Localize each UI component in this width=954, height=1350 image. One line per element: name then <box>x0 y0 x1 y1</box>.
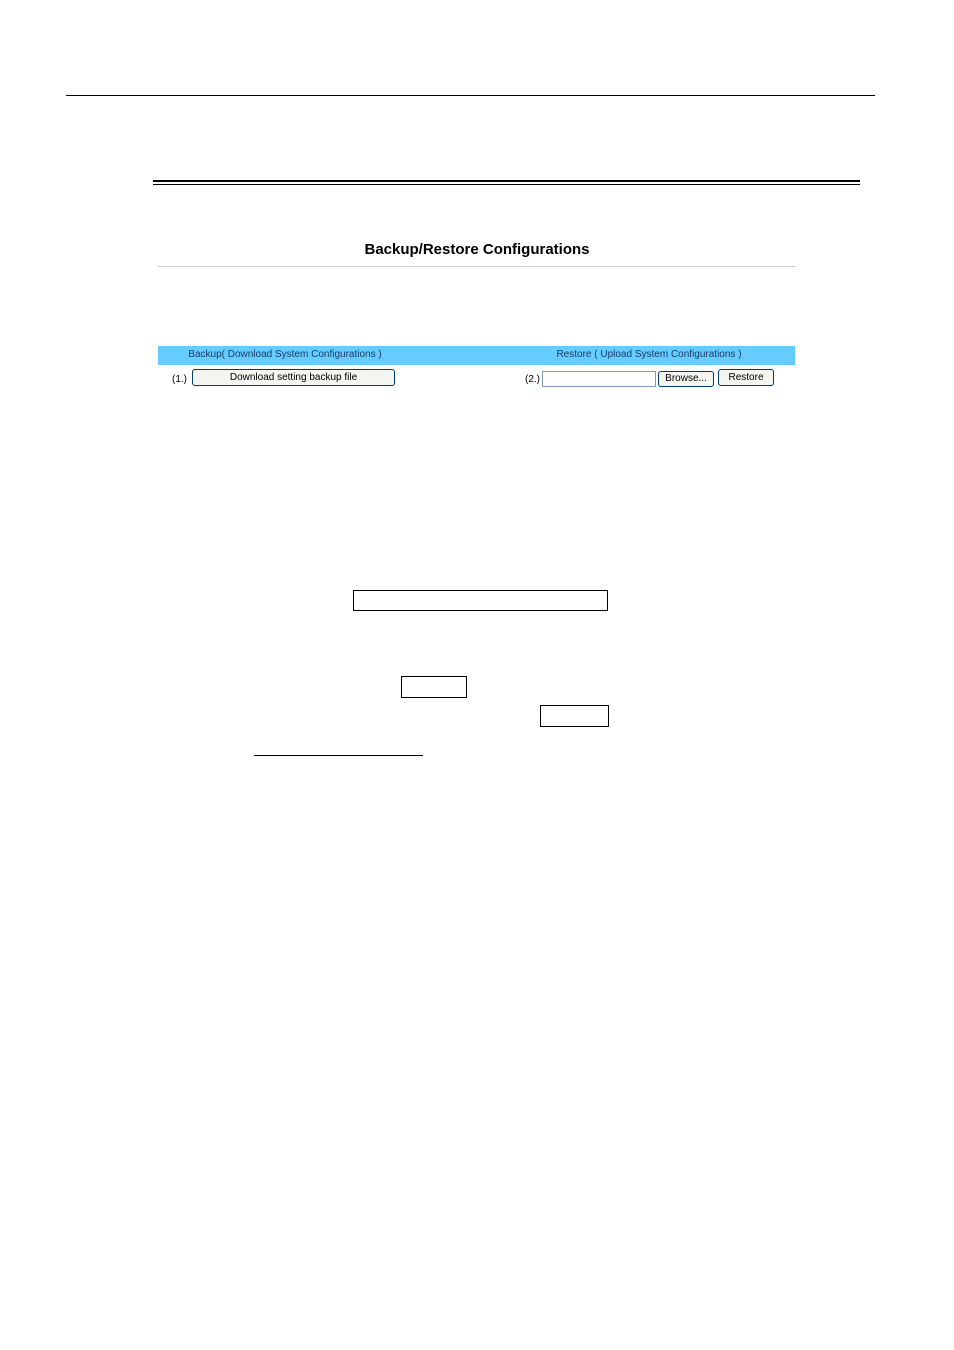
restore-header: Restore ( Upload System Configurations ) <box>556 349 742 360</box>
title-divider <box>158 266 796 267</box>
restore-button[interactable]: Restore <box>718 369 774 386</box>
restore-file-input[interactable] <box>542 371 656 387</box>
options-header-bar <box>158 346 795 365</box>
backup-step-label: (1.) <box>172 374 187 385</box>
callout-box-restore <box>540 705 609 727</box>
section-rule-thick <box>153 180 860 182</box>
underline-rule <box>254 755 423 756</box>
restore-step-label: (2.) <box>525 374 540 385</box>
section-rule-thin <box>153 184 860 185</box>
callout-box-browse <box>401 676 467 698</box>
panel-title: Backup/Restore Configurations <box>364 241 590 258</box>
download-backup-button[interactable]: Download setting backup file <box>192 369 395 386</box>
page-header-rule <box>66 95 875 96</box>
backup-header: Backup( Download System Configurations ) <box>188 349 382 360</box>
browse-button[interactable]: Browse... <box>658 371 714 387</box>
callout-box-download <box>353 590 608 611</box>
